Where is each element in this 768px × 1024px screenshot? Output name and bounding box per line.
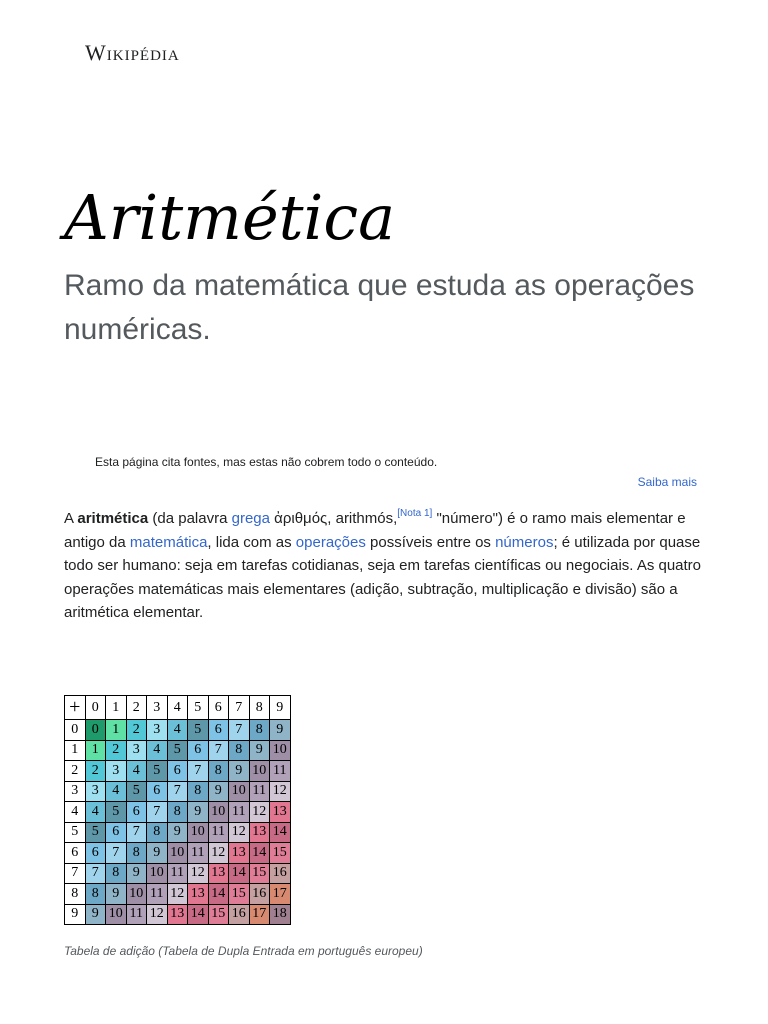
column-header: 4 [167,696,188,720]
note-reference[interactable]: [Nota 1] [397,508,433,519]
sum-cell: 10 [229,781,250,802]
sum-cell: 12 [188,863,209,884]
sum-cell: 9 [229,761,250,782]
table-corner-plus: + [65,696,86,720]
sum-cell: 4 [147,740,168,761]
sum-cell: 2 [126,720,147,741]
column-header: 7 [229,696,250,720]
row-header: 3 [65,781,86,802]
sum-cell: 8 [208,761,229,782]
sum-cell: 13 [208,863,229,884]
sum-cell: 8 [106,863,127,884]
sum-cell: 8 [126,843,147,864]
sum-cell: 6 [106,822,127,843]
learn-more-link[interactable]: Saiba mais [637,475,697,489]
sum-cell: 8 [147,822,168,843]
sum-cell: 11 [167,863,188,884]
table-row [65,843,291,864]
sum-cell: 14 [229,863,250,884]
row-header: 5 [65,822,86,843]
table-header-row [65,696,291,720]
sum-cell: 10 [106,904,127,925]
column-header: 2 [126,696,147,720]
column-header: 1 [106,696,127,720]
sum-cell: 10 [188,822,209,843]
sum-cell: 11 [229,802,250,823]
table-row [65,720,291,741]
sum-cell: 14 [188,904,209,925]
sum-cell: 13 [229,843,250,864]
figure-caption: Tabela de adição (Tabela de Dupla Entrada em português europeu) [64,944,423,958]
sum-cell: 1 [106,720,127,741]
sum-cell: 11 [147,884,168,905]
page-subtitle: Ramo da matemática que estuda as operações numéricas. [64,269,695,346]
text-segment: ; é utilizada por quase todo ser humano: seja em tarefas cotidianas, seja em tarefas científicas ou negociais. As quatro operações matemáticas mais elementares (adição, subtração, multiplicação e divisão) são a aritmética elementar. [64,533,702,621]
sum-cell: 8 [249,720,270,741]
sum-cell: 11 [208,822,229,843]
sum-cell: 7 [126,822,147,843]
sum-cell: 6 [147,781,168,802]
sum-cell: 4 [106,781,127,802]
sum-cell: 9 [85,904,106,925]
sum-cell: 10 [167,843,188,864]
table-row [65,863,291,884]
sum-cell: 6 [188,740,209,761]
sum-cell: 9 [167,822,188,843]
row-header: 2 [65,761,86,782]
row-header: 9 [65,904,86,925]
sum-cell: 10 [208,802,229,823]
sum-cell: 6 [167,761,188,782]
table-row [65,781,291,802]
sum-cell: 7 [229,720,250,741]
column-header: 3 [147,696,168,720]
sum-cell: 2 [106,740,127,761]
sum-cell: 7 [167,781,188,802]
text-segment: A [64,510,78,527]
sum-cell: 3 [126,740,147,761]
row-header: 0 [65,720,86,741]
sum-cell: 7 [188,761,209,782]
sum-cell: 7 [147,802,168,823]
column-header: 6 [208,696,229,720]
sum-cell: 5 [106,802,127,823]
sum-cell: 12 [208,843,229,864]
sum-cell: 15 [249,863,270,884]
sum-cell: 8 [229,740,250,761]
citation-notice: Esta página cita fontes, mas estas não cobrem todo o conteúdo. [95,455,438,469]
sum-cell: 17 [249,904,270,925]
sum-cell: 4 [85,802,106,823]
text-segment: , lida com as [207,533,296,551]
sum-cell: 9 [208,781,229,802]
sum-cell: 12 [167,884,188,905]
link-grega[interactable]: grega [231,510,270,527]
sum-cell: 16 [270,863,291,884]
sum-cell: 5 [147,761,168,782]
link-numeros[interactable]: números [495,533,554,551]
sum-cell: 12 [270,781,291,802]
table-row [65,802,291,823]
sum-cell: 15 [208,904,229,925]
table-row [65,761,291,782]
sum-cell: 12 [229,822,250,843]
column-header: 0 [85,696,106,720]
sum-cell: 5 [126,781,147,802]
addition-table[interactable] [64,695,291,925]
sum-cell: 6 [208,720,229,741]
sum-cell: 9 [126,863,147,884]
sum-cell: 13 [270,802,291,823]
sum-cell: 12 [147,904,168,925]
link-operacoes[interactable]: operações [295,533,366,551]
sum-cell: 9 [147,843,168,864]
sum-cell: 9 [249,740,270,761]
sum-cell: 7 [106,843,127,864]
table-row [65,884,291,905]
column-header: 5 [188,696,209,720]
sum-cell: 4 [126,761,147,782]
sum-cell: 0 [85,720,106,741]
sum-cell: 11 [270,761,291,782]
sum-cell: 8 [167,802,188,823]
sum-cell: 7 [85,863,106,884]
sum-cell: 10 [126,884,147,905]
sum-cell: 6 [85,843,106,864]
sum-cell: 13 [188,884,209,905]
sum-cell: 14 [270,822,291,843]
bold-term: aritmética [77,510,149,527]
text-segment: (da palavra [148,510,232,527]
sum-cell: 3 [147,720,168,741]
table-row [65,904,291,925]
sum-cell: 14 [249,843,270,864]
sum-cell: 13 [167,904,188,925]
sum-cell: 2 [85,761,106,782]
sum-cell: 11 [249,781,270,802]
sum-cell: 8 [85,884,106,905]
sum-cell: 11 [126,904,147,925]
sum-cell: 16 [229,904,250,925]
text-segment: possíveis entre os [365,533,496,551]
sum-cell: 15 [270,843,291,864]
sum-cell: 13 [249,822,270,843]
sum-cell: 5 [167,740,188,761]
sum-cell: 12 [249,802,270,823]
sum-cell: 10 [249,761,270,782]
row-header: 4 [65,802,86,823]
sum-cell: 17 [270,884,291,905]
sum-cell: 11 [188,843,209,864]
column-header: 8 [249,696,270,720]
sum-cell: 16 [249,884,270,905]
sum-cell: 1 [85,740,106,761]
table-row [65,740,291,761]
text-segment: "número") é o ramo mais elementar e antigo da [64,510,686,551]
sum-cell: 6 [126,802,147,823]
sum-cell: 7 [208,740,229,761]
column-header: 9 [270,696,291,720]
row-header: 8 [65,884,86,905]
row-header: 1 [65,740,86,761]
sum-cell: 8 [188,781,209,802]
sum-cell: 9 [188,802,209,823]
sum-cell: 15 [229,884,250,905]
link-matematica[interactable]: matemática [129,533,208,551]
intro-paragraph [64,507,714,625]
sum-cell: 10 [147,863,168,884]
sum-cell: 10 [270,740,291,761]
sum-cell: 14 [208,884,229,905]
wikipedia-logo[interactable]: Wikipédia [85,40,180,65]
sum-cell: 3 [85,781,106,802]
sum-cell: 4 [167,720,188,741]
sum-cell: 18 [270,904,291,925]
row-header: 6 [65,843,86,864]
sum-cell: 9 [270,720,291,741]
table-row [65,822,291,843]
sum-cell: 5 [188,720,209,741]
row-header: 7 [65,863,86,884]
text-segment: ἀριθμός, arithmós, [270,510,398,527]
page-title: Aritmética [64,181,396,254]
sum-cell: 5 [85,822,106,843]
sum-cell: 3 [106,761,127,782]
sum-cell: 9 [106,884,127,905]
